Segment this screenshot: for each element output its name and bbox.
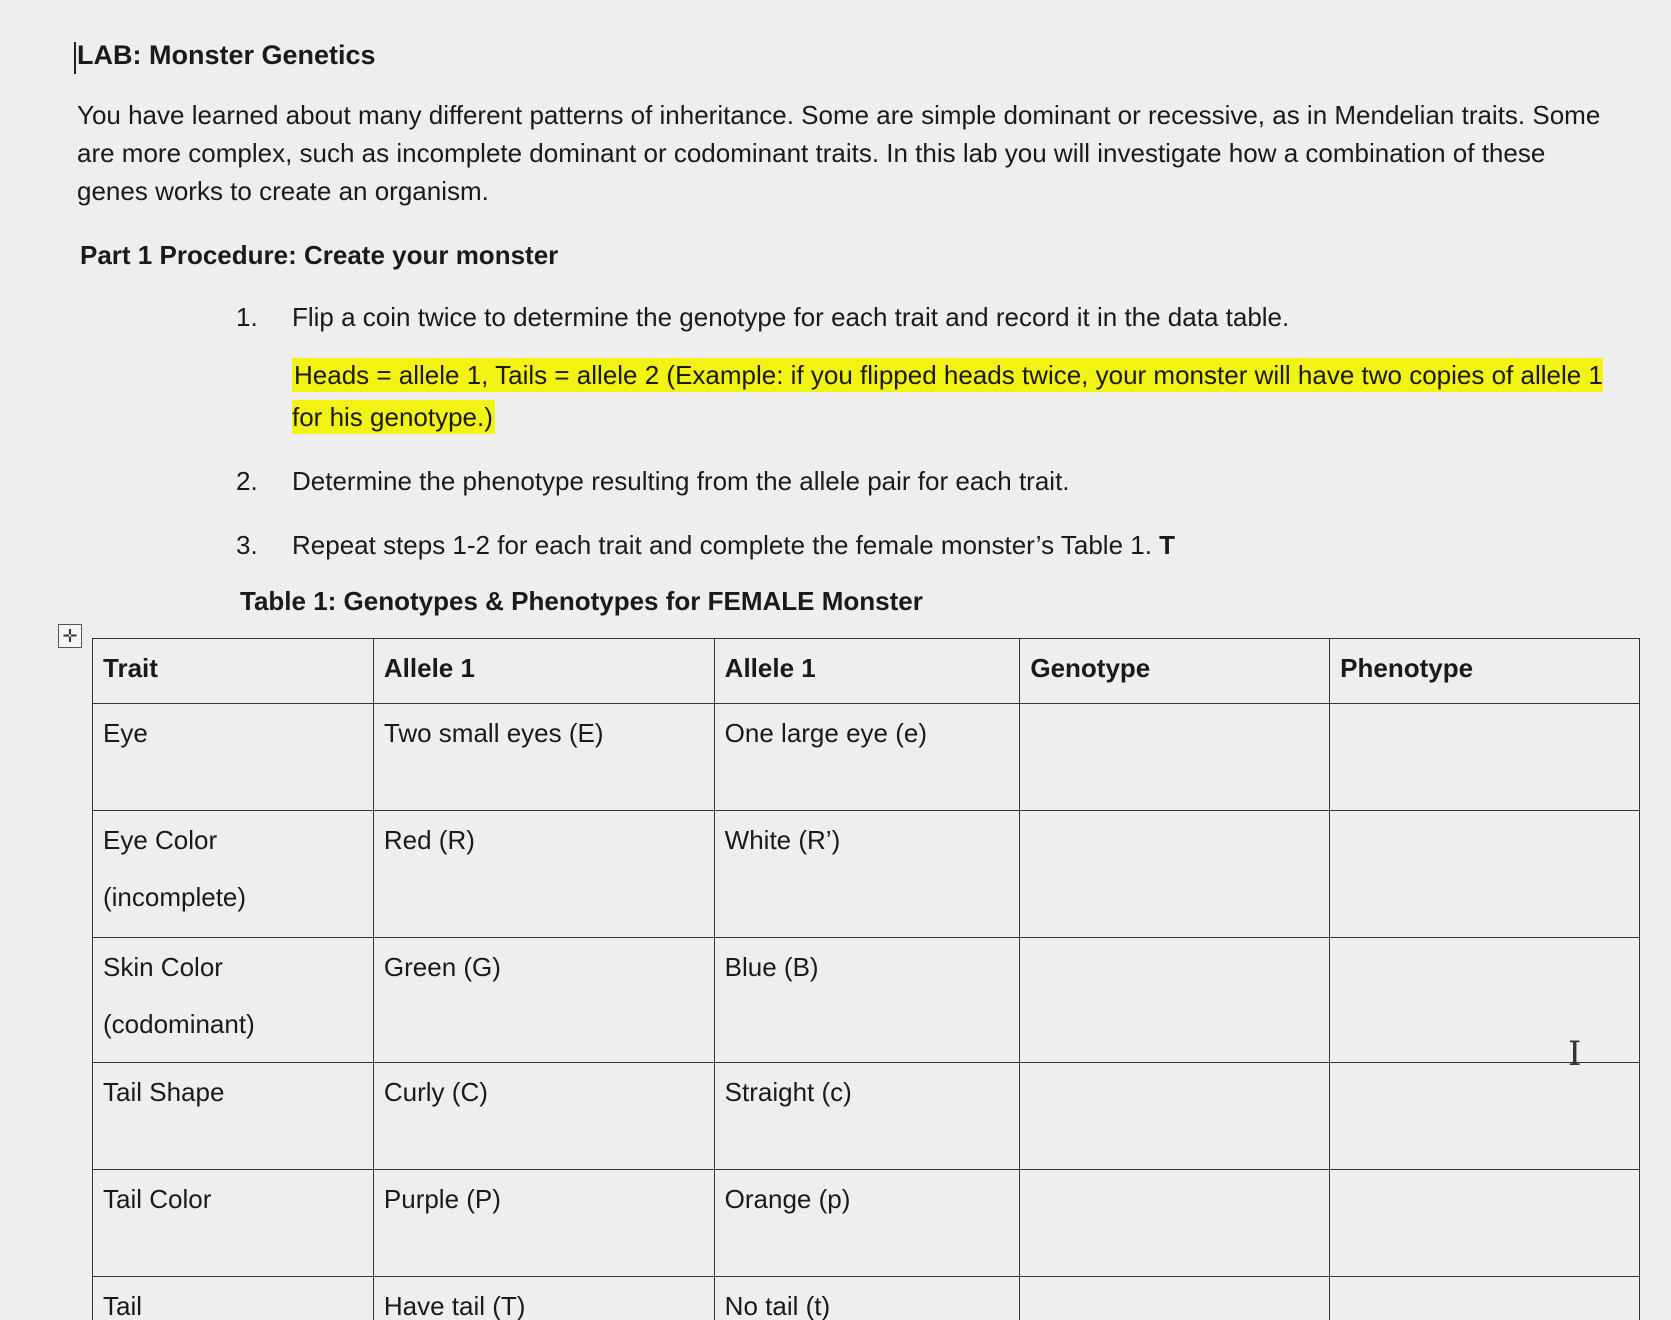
trait-cell	[93, 811, 374, 938]
genotype-cell[interactable]	[1020, 704, 1330, 811]
phenotype-cell[interactable]	[1330, 938, 1640, 1063]
trait-note: (incomplete)	[103, 882, 247, 912]
trait-name: Eye	[103, 718, 148, 748]
header-phenotype: Phenotype	[1330, 639, 1640, 704]
genotype-cell[interactable]	[1020, 1277, 1330, 1320]
trait-note: (codominant)	[103, 1009, 255, 1039]
trait-cell	[93, 938, 374, 1063]
step-1	[236, 298, 1636, 338]
highlighted-text: Heads = allele 1, Tails = allele 2 (Example: if you flipped heads twice, your monster will have two copies of allele 1 for his genotype.)	[292, 360, 1603, 432]
table-row	[93, 811, 1640, 938]
table-row	[93, 1063, 1640, 1170]
step-text: Determine the phenotype resulting from the allele pair for each trait.	[292, 466, 1070, 496]
allele-a-cell: Curly (C)	[373, 1063, 714, 1170]
table-row	[93, 1277, 1640, 1320]
phenotype-cell[interactable]	[1330, 1277, 1640, 1320]
allele-b-cell: Blue (B)	[714, 938, 1020, 1063]
allele-a-cell: Purple (P)	[373, 1170, 714, 1277]
step-text	[292, 526, 1175, 564]
step-number: 3.	[236, 530, 258, 560]
genotype-cell[interactable]	[1020, 1063, 1330, 1170]
step-3	[236, 526, 1636, 566]
table-row	[93, 704, 1640, 811]
allele-b-cell: One large eye (e)	[714, 704, 1020, 811]
highlighted-note	[292, 354, 1632, 438]
header-genotype: Genotype	[1020, 639, 1330, 704]
phenotype-cell[interactable]	[1330, 704, 1640, 811]
trait-cell	[93, 704, 374, 811]
ibeam-cursor-icon: I	[1568, 1034, 1582, 1074]
title-text: LAB: Monster Genetics	[77, 40, 376, 70]
part-heading: Part 1 Procedure: Create your monster	[80, 240, 559, 270]
table-caption: Table 1: Genotypes & Phenotypes for FEMALE Monster	[240, 586, 923, 616]
step-number: 1.	[236, 302, 258, 332]
allele-a-cell: Have tail (T)	[373, 1277, 714, 1320]
allele-a-cell: Green (G)	[373, 938, 714, 1063]
trait-name: Tail	[103, 1291, 143, 1320]
allele-a-cell: Red (R)	[373, 811, 714, 938]
trait-cell	[93, 1063, 374, 1170]
step-text-main: Repeat steps 1-2 for each trait and complete the female monster’s Table 1.	[292, 530, 1152, 560]
trait-name: Skin Color	[103, 952, 223, 982]
phenotype-cell[interactable]	[1330, 1170, 1640, 1277]
step-text-trail: T	[1159, 530, 1176, 560]
trait-cell	[93, 1277, 374, 1320]
genotype-cell[interactable]	[1020, 938, 1330, 1063]
allele-b-cell: Orange (p)	[714, 1170, 1020, 1277]
allele-b-cell: No tail (t)	[714, 1277, 1020, 1320]
table-row	[93, 1170, 1640, 1277]
trait-name: Tail Shape	[103, 1077, 225, 1107]
allele-b-cell: Straight (c)	[714, 1063, 1020, 1170]
header-allele-b: Allele 1	[714, 639, 1020, 704]
genotype-table	[92, 638, 1640, 1320]
trait-name: Tail Color	[103, 1184, 212, 1214]
intro-paragraph: You have learned about many different patterns of inheritance. Some are simple dominant or recessive, as in Mendelian traits. Some are more complex, such as incomplete dominant or codominant traits. In this lab you will investigate how a combination of these genes works to create an organism.	[77, 100, 1601, 206]
document-title	[77, 40, 376, 71]
table-row	[93, 938, 1640, 1063]
phenotype-cell[interactable]	[1330, 1063, 1640, 1170]
step-text: Flip a coin twice to determine the genotype for each trait and record it in the data table.	[292, 302, 1290, 332]
header-trait: Trait	[93, 639, 374, 704]
allele-b-cell: White (R’)	[714, 811, 1020, 938]
step-number: 2.	[236, 466, 258, 496]
genotype-cell[interactable]	[1020, 811, 1330, 938]
move-cross-icon[interactable]: ✛	[58, 624, 82, 648]
header-allele-a: Allele 1	[373, 639, 714, 704]
trait-cell	[93, 1170, 374, 1277]
allele-a-cell: Two small eyes (E)	[373, 704, 714, 811]
genotype-cell[interactable]	[1020, 1170, 1330, 1277]
table-header-row	[93, 639, 1640, 704]
caret-icon	[74, 42, 76, 74]
step-2	[236, 462, 1636, 502]
trait-name: Eye Color	[103, 825, 218, 855]
phenotype-cell[interactable]	[1330, 811, 1640, 938]
